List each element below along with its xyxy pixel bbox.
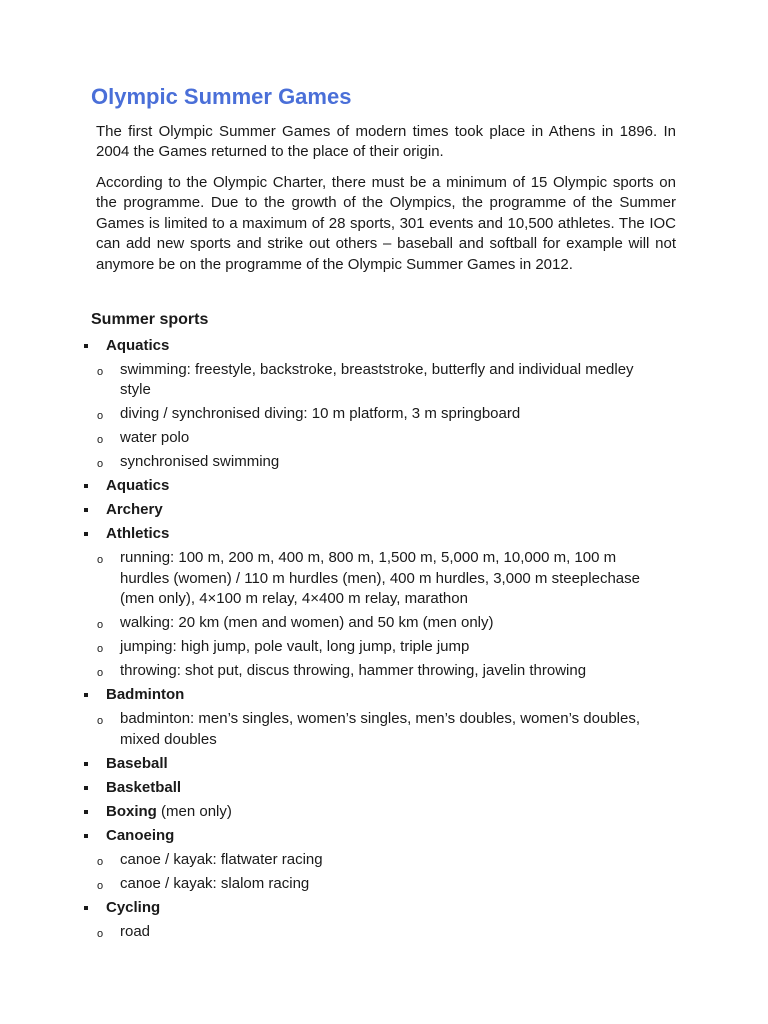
page-title: Olympic Summer Games	[91, 84, 352, 109]
sport-label: Boxing	[106, 802, 157, 820]
sport-item	[0, 524, 768, 544]
square-bullet-icon	[84, 762, 88, 766]
sport-label: Archery	[106, 501, 163, 519]
sports-list	[0, 336, 768, 946]
event-item	[0, 850, 768, 870]
sport-item	[0, 500, 768, 520]
sport-label: Athletics	[106, 525, 170, 543]
circle-bullet-icon: o	[97, 554, 104, 567]
event-text: water polo	[120, 429, 190, 447]
event-text: walking: 20 km (men and women) and 50 km (men only)	[120, 614, 494, 632]
square-bullet-icon	[84, 693, 88, 697]
event-item	[0, 613, 768, 633]
event-item	[0, 452, 768, 472]
sport-label: Cycling	[106, 898, 161, 916]
event-text: throwing: shot put, discus throwing, hammer throwing, javelin throwing	[120, 662, 587, 680]
event-item	[0, 661, 768, 681]
event-item	[0, 428, 768, 448]
event-item	[0, 360, 768, 401]
sport-label: Aquatics	[106, 477, 170, 495]
square-bullet-icon	[84, 344, 88, 348]
square-bullet-icon	[84, 834, 88, 838]
event-item	[0, 922, 768, 942]
circle-bullet-icon: o	[97, 643, 104, 656]
sport-item	[0, 898, 768, 918]
sport-item	[0, 754, 768, 774]
intro-paragraph: The first Olympic Summer Games of modern times took place in Athens in 1896. In 2004 the Games returned to the place of their origin.	[96, 123, 676, 161]
circle-bullet-icon: o	[97, 855, 104, 868]
event-text: synchronised swimming	[120, 453, 280, 471]
circle-bullet-icon: o	[97, 366, 104, 378]
event-text: canoe / kayak: slalom racing	[120, 874, 310, 892]
square-bullet-icon	[84, 508, 88, 512]
sport-label: Badminton	[106, 686, 185, 704]
section-heading: Summer sports	[91, 311, 209, 328]
event-item	[0, 404, 768, 424]
sport-label: Aquatics	[106, 337, 170, 354]
square-bullet-icon	[84, 532, 88, 536]
sport-label: Basketball	[106, 778, 182, 796]
charter-paragraph: According to the Olympic Charter, there must be a minimum of 15 Olympic sports on the programme. Due to the growth of the Olympics, the programme of the Summer Games is limited to a maximum of 28 sports, 301 events and 10,500 athletes. The IOC can add new sports and strike out others – baseball and softball for example will not anymore be on the programme of the Olympic Summer Games in 2012.	[96, 174, 676, 273]
sport-label: Baseball	[106, 754, 168, 772]
event-item	[0, 874, 768, 894]
circle-bullet-icon: o	[97, 619, 104, 632]
sport-label: Canoeing	[106, 826, 175, 844]
square-bullet-icon	[84, 810, 88, 814]
sport-item	[0, 778, 768, 798]
circle-bullet-icon: o	[97, 715, 104, 728]
sport-item	[0, 336, 768, 356]
circle-bullet-icon: o	[97, 458, 104, 471]
square-bullet-icon	[84, 906, 88, 910]
sport-item	[0, 802, 768, 822]
event-text: swimming: freestyle, backstroke, breaststroke, butterfly and individual medley style	[120, 361, 634, 399]
event-text: road	[120, 922, 151, 940]
circle-bullet-icon: o	[97, 667, 104, 680]
sport-item	[0, 685, 768, 705]
sport-item	[0, 476, 768, 496]
event-item	[0, 548, 768, 609]
square-bullet-icon	[84, 786, 88, 790]
circle-bullet-icon: o	[97, 927, 104, 940]
event-text: badminton: men’s singles, women’s singles, men’s doubles, women’s doubles, mixed doubles	[120, 710, 641, 748]
event-text: jumping: high jump, pole vault, long jump, triple jump	[120, 638, 470, 656]
circle-bullet-icon: o	[97, 410, 104, 423]
circle-bullet-icon: o	[97, 879, 104, 892]
sport-item	[0, 826, 768, 846]
circle-bullet-icon: o	[97, 434, 104, 447]
square-bullet-icon	[84, 484, 88, 488]
event-item	[0, 709, 768, 750]
event-text: running: 100 m, 200 m, 400 m, 800 m, 1,500 m, 5,000 m, 10,000 m, 100 m hurdles (women) / 110 m hurdles (men), 400 m hurdles, 3,000 m steeplechase (men only), 4×100 m relay, 4×400 m relay, marathon	[120, 549, 640, 608]
sport-note: (men only)	[156, 802, 232, 820]
event-item	[0, 637, 768, 657]
event-text: diving / synchronised diving: 10 m platform, 3 m springboard	[120, 405, 521, 423]
event-text: canoe / kayak: flatwater racing	[120, 850, 323, 868]
